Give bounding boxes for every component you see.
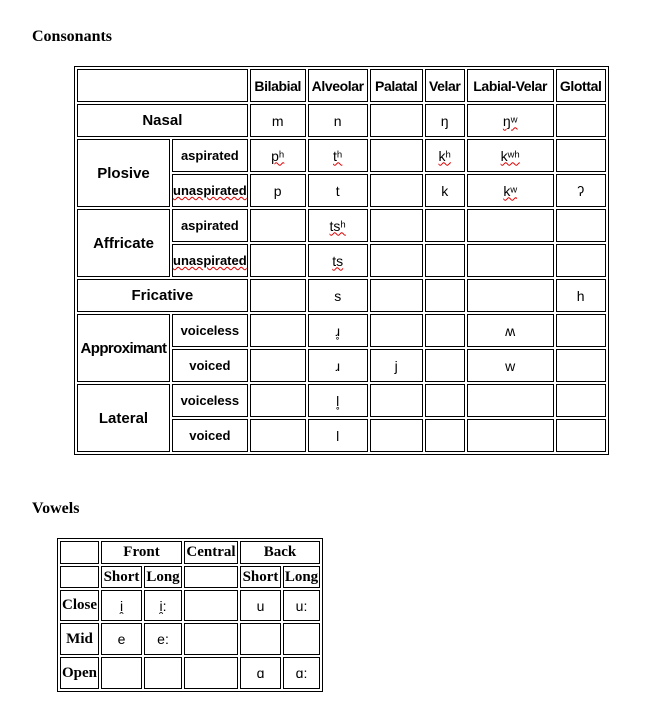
cell: s (308, 279, 368, 312)
sub-label: voiceless (172, 384, 248, 417)
cell (467, 139, 554, 172)
cell (250, 244, 306, 277)
consonants-heading: Consonants (32, 28, 113, 45)
table-row (60, 657, 320, 689)
cell (308, 139, 368, 172)
cell (467, 419, 554, 452)
cell (467, 244, 554, 277)
cell (184, 657, 238, 689)
row-label: Plosive (77, 139, 170, 207)
sub-label: voiced (172, 349, 248, 382)
col-palatal: Palatal (370, 69, 423, 102)
cell-text: kʰ (438, 147, 451, 164)
row-label: Affricate (77, 209, 170, 277)
cell: e (101, 623, 142, 655)
cell: ɹ̥ (308, 314, 368, 347)
cell (250, 314, 306, 347)
sub-label-text: unaspirated (173, 253, 247, 268)
cell (556, 139, 606, 172)
cell (250, 139, 306, 172)
cell: p (250, 174, 306, 207)
row-label: Nasal (77, 104, 248, 137)
cell (467, 209, 554, 242)
row-label: Fricative (77, 279, 248, 312)
cell (556, 419, 606, 452)
cell (240, 623, 281, 655)
cell (250, 279, 306, 312)
cell (101, 657, 142, 689)
cell: h (556, 279, 606, 312)
cell (556, 314, 606, 347)
cell (308, 244, 368, 277)
col-short: Short (240, 566, 281, 588)
cell: l̥ (308, 384, 368, 417)
cell: ʔ (556, 174, 606, 207)
cell (425, 244, 465, 277)
col-front: Front (101, 541, 182, 564)
col-velar: Velar (425, 69, 465, 102)
col-long: Long (144, 566, 182, 588)
row-label: Approximant (77, 314, 170, 382)
cell (370, 314, 423, 347)
cell (370, 174, 423, 207)
cell: ɑ: (283, 657, 320, 689)
cell: u: (283, 590, 320, 621)
row-label: Lateral (77, 384, 170, 452)
sub-label (172, 174, 248, 207)
cell (184, 623, 238, 655)
cell (556, 104, 606, 137)
subheader-row (60, 566, 320, 588)
table-row (77, 139, 606, 172)
cell-text: ŋʷ (502, 112, 518, 129)
cell (425, 384, 465, 417)
cell: u (240, 590, 281, 621)
cell: ʍ (467, 314, 554, 347)
col-back: Back (240, 541, 320, 564)
cell (425, 349, 465, 382)
cell (370, 279, 423, 312)
table-row (77, 384, 606, 417)
cell (467, 104, 554, 137)
cell (425, 419, 465, 452)
cell (250, 419, 306, 452)
consonants-table (74, 66, 609, 455)
cell (184, 566, 238, 588)
cell: m (250, 104, 306, 137)
col-bilabial: Bilabial (250, 69, 306, 102)
cell (144, 657, 182, 689)
table-row (60, 623, 320, 655)
cell: ɑ (240, 657, 281, 689)
vowels-table (57, 538, 323, 692)
corner-cell (77, 69, 248, 102)
cell: l (308, 419, 368, 452)
cell (370, 209, 423, 242)
cell (370, 139, 423, 172)
cell: ɹ (308, 349, 368, 382)
cell (467, 279, 554, 312)
cell (184, 590, 238, 621)
cell: w (467, 349, 554, 382)
col-labial-velar: Labial-Velar (467, 69, 554, 102)
sub-label: aspirated (172, 209, 248, 242)
vowels-heading: Vowels (32, 500, 80, 517)
cell (370, 104, 423, 137)
cell (370, 419, 423, 452)
cell (556, 244, 606, 277)
cell: k (425, 174, 465, 207)
sub-label-text: unaspirated (173, 183, 247, 198)
cell (556, 384, 606, 417)
cell: n (308, 104, 368, 137)
cell (467, 384, 554, 417)
table-row (77, 314, 606, 347)
row-label: Open (60, 657, 99, 689)
cell (425, 279, 465, 312)
cell (370, 384, 423, 417)
table-row (60, 590, 320, 621)
sub-label: voiced (172, 419, 248, 452)
cell: i̯: (144, 590, 182, 621)
cell (425, 209, 465, 242)
cell: t (308, 174, 368, 207)
row-label: Close (60, 590, 99, 621)
cell: j (370, 349, 423, 382)
table-row (77, 104, 606, 137)
cell (425, 314, 465, 347)
table-row (77, 209, 606, 242)
cell-text: kʷʰ (500, 147, 520, 164)
col-alveolar: Alveolar (308, 69, 368, 102)
cell: ŋ (425, 104, 465, 137)
cell (467, 174, 554, 207)
cell-text: ts (332, 252, 344, 269)
col-glottal: Glottal (556, 69, 606, 102)
cell (556, 209, 606, 242)
col-central: Central (184, 541, 238, 564)
cell: i̯ (101, 590, 142, 621)
table-row (77, 279, 606, 312)
cell-text: tʰ (333, 147, 343, 164)
cell (283, 623, 320, 655)
sub-label: voiceless (172, 314, 248, 347)
corner-cell (60, 541, 99, 564)
col-short: Short (101, 566, 142, 588)
cell (250, 349, 306, 382)
cell (250, 384, 306, 417)
col-long: Long (283, 566, 320, 588)
cell-text: pʰ (271, 147, 285, 164)
cell (370, 244, 423, 277)
header-row (60, 541, 320, 564)
cell (250, 209, 306, 242)
header-row (77, 69, 606, 102)
cell-text: tsʰ (329, 217, 346, 234)
cell (308, 209, 368, 242)
cell (556, 349, 606, 382)
cell (425, 139, 465, 172)
cell-text: kʷ (503, 182, 518, 199)
row-label: Mid (60, 623, 99, 655)
corner-cell (60, 566, 99, 588)
cell: e: (144, 623, 182, 655)
sub-label (172, 244, 248, 277)
sub-label: aspirated (172, 139, 248, 172)
